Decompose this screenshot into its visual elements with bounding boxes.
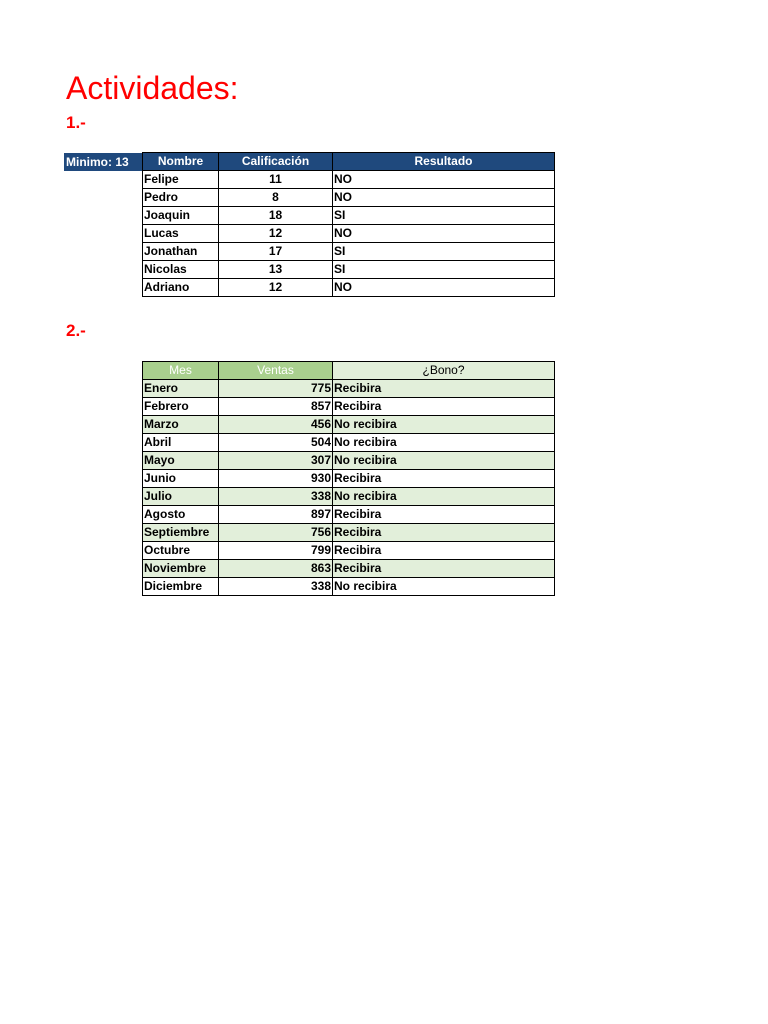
sales-header-row [143,362,555,380]
cell-calificacion[interactable]: 17 [219,243,333,261]
grades-header-row [143,153,555,171]
table-row [143,434,555,452]
cell-bono[interactable]: Recibira [333,398,555,416]
table-row [143,261,555,279]
cell-ventas[interactable]: 504 [219,434,333,452]
header-ventas[interactable]: Ventas [219,362,333,380]
cell-mes[interactable]: Diciembre [143,578,219,596]
cell-mes[interactable]: Abril [143,434,219,452]
table-row [143,207,555,225]
cell-calificacion[interactable]: 11 [219,171,333,189]
cell-bono[interactable]: Recibira [333,542,555,560]
cell-resultado[interactable]: NO [333,171,555,189]
cell-ventas[interactable]: 775 [219,380,333,398]
section-1-label: 1.- [66,113,86,132]
cell-resultado[interactable]: SI [333,243,555,261]
header-resultado[interactable]: Resultado [333,153,555,171]
cell-resultado[interactable]: NO [333,225,555,243]
cell-resultado[interactable]: SI [333,261,555,279]
cell-bono[interactable]: Recibira [333,524,555,542]
cell-bono[interactable]: No recibira [333,578,555,596]
table-row [143,470,555,488]
table-row [143,506,555,524]
cell-mes[interactable]: Mayo [143,452,219,470]
cell-calificacion[interactable]: 18 [219,207,333,225]
cell-bono[interactable]: Recibira [333,560,555,578]
cell-nombre[interactable]: Felipe [143,171,219,189]
cell-ventas[interactable]: 897 [219,506,333,524]
page-title: Actividades: [66,70,239,106]
cell-nombre[interactable]: Jonathan [143,243,219,261]
cell-calificacion[interactable]: 12 [219,279,333,297]
cell-ventas[interactable]: 930 [219,470,333,488]
table-row [143,243,555,261]
table-row [143,380,555,398]
table-row [143,488,555,506]
cell-calificacion[interactable]: 12 [219,225,333,243]
cell-resultado[interactable]: NO [333,279,555,297]
cell-mes[interactable]: Septiembre [143,524,219,542]
section-2-label: 2.- [66,321,86,340]
table-row [143,524,555,542]
grades-table [142,152,555,297]
table-row [143,452,555,470]
cell-mes[interactable]: Enero [143,380,219,398]
cell-calificacion[interactable]: 13 [219,261,333,279]
cell-mes[interactable]: Noviembre [143,560,219,578]
cell-nombre[interactable]: Pedro [143,189,219,207]
cell-resultado[interactable]: SI [333,207,555,225]
cell-bono[interactable]: Recibira [333,380,555,398]
minimum-grade-cell[interactable]: Minimo: 13 [64,153,142,171]
table-row [143,225,555,243]
cell-calificacion[interactable]: 8 [219,189,333,207]
cell-bono[interactable]: No recibira [333,452,555,470]
cell-ventas[interactable]: 756 [219,524,333,542]
table-row [143,416,555,434]
cell-ventas[interactable]: 857 [219,398,333,416]
header-calificacion[interactable]: Calificación [219,153,333,171]
table-row [143,279,555,297]
cell-ventas[interactable]: 307 [219,452,333,470]
sales-table [142,361,555,596]
cell-nombre[interactable]: Adriano [143,279,219,297]
table-row [143,542,555,560]
cell-resultado[interactable]: NO [333,189,555,207]
cell-bono[interactable]: No recibira [333,416,555,434]
cell-bono[interactable]: Recibira [333,470,555,488]
table-row [143,560,555,578]
cell-mes[interactable]: Julio [143,488,219,506]
table-row [143,398,555,416]
cell-mes[interactable]: Febrero [143,398,219,416]
table-row [143,189,555,207]
table-row [143,578,555,596]
cell-bono[interactable]: No recibira [333,434,555,452]
cell-mes[interactable]: Junio [143,470,219,488]
cell-ventas[interactable]: 338 [219,578,333,596]
cell-bono[interactable]: Recibira [333,506,555,524]
cell-ventas[interactable]: 863 [219,560,333,578]
header-nombre[interactable]: Nombre [143,153,219,171]
cell-nombre[interactable]: Joaquin [143,207,219,225]
cell-nombre[interactable]: Lucas [143,225,219,243]
cell-mes[interactable]: Agosto [143,506,219,524]
header-bono[interactable]: ¿Bono? [333,362,555,380]
header-mes[interactable]: Mes [143,362,219,380]
cell-mes[interactable]: Marzo [143,416,219,434]
cell-ventas[interactable]: 456 [219,416,333,434]
cell-bono[interactable]: No recibira [333,488,555,506]
table-row [143,171,555,189]
cell-mes[interactable]: Octubre [143,542,219,560]
cell-ventas[interactable]: 799 [219,542,333,560]
cell-nombre[interactable]: Nicolas [143,261,219,279]
cell-ventas[interactable]: 338 [219,488,333,506]
